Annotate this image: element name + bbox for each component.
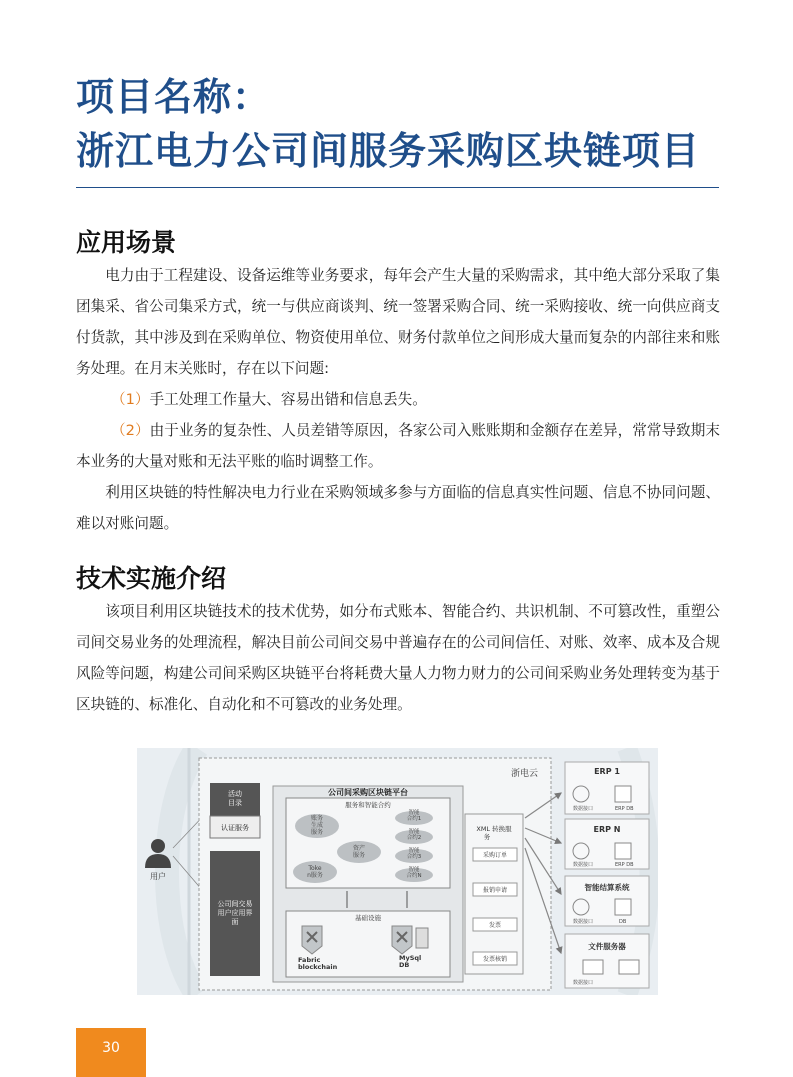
scenario-body — [76, 260, 720, 539]
platform-label: 公司间采购区块链平台 — [328, 788, 408, 797]
service-ledger-label: 账务生成服务 — [310, 815, 324, 836]
issue-text-1: 手工处理工作量大、容易出错和信息丢失。 — [149, 391, 427, 408]
auth-label: 认证服务 — [221, 824, 249, 832]
fileserver-port-label: 数据接口 — [573, 980, 594, 986]
erp1-port-label: 数据接口 — [573, 806, 594, 812]
contract-3-label: 智能合约3 — [406, 848, 422, 860]
erpn-port-label: 数据接口 — [573, 862, 594, 868]
title-line-1: 项目名称： — [76, 75, 272, 119]
issue-item-1 — [76, 384, 720, 415]
issue-item-2 — [76, 415, 720, 477]
issue-number-2: （2） — [111, 422, 150, 439]
settlement-label: 智能结算系统 — [584, 883, 630, 892]
xml-title: XML 转换服务 — [476, 825, 512, 841]
contract-1-label: 智能合约1 — [406, 810, 422, 822]
xml-item-4-label: 发票核销 — [482, 956, 508, 963]
contract-2-label: 智能合约2 — [406, 829, 422, 841]
scenario-intro: 电力由于工程建设、设备运维等业务要求，每年会产生大量的采购需求，其中绝大部分采取了集团集采、省公司集采方式，统一与供应商谈判、统一签署采购合同、统一采购接收、统一向供应商支付货款，其中涉及到在采购单位、物资使用单位、财务付款单位之间形成大量而复杂的内部往来和账务处理。在月末关账时，存在以下问题: — [76, 267, 720, 377]
xml-item-2-label: 报销申请 — [482, 887, 508, 894]
services-title: 服务和智能合约 — [345, 801, 391, 809]
erp1-label: ERP 1 — [594, 767, 620, 776]
page-number: 30 — [102, 1040, 120, 1056]
page-number-badge — [76, 1028, 146, 1077]
title-divider — [76, 187, 719, 188]
infra-title: 基础设施 — [355, 914, 381, 922]
title-line-2: 浙江电力公司间服务采购区块链项目 — [76, 129, 701, 173]
section-heading-scenario: 应用场景 — [76, 228, 177, 257]
implementation-body — [76, 596, 720, 720]
fileserver-label: 文件服务器 — [588, 942, 626, 951]
catalog-label: 活动目录 — [228, 790, 242, 807]
user-label: 用户 — [150, 872, 166, 881]
xml-item-3-label: 发票 — [488, 922, 502, 929]
xml-item-1-label: 采购订单 — [482, 852, 508, 859]
cloud-label: 浙电云 — [511, 769, 539, 779]
section-heading-implementation: 技术实施介绍 — [76, 564, 227, 593]
erp1-db-label: ERP DB — [615, 806, 634, 812]
service-token-label: Toke n服务 — [307, 865, 323, 879]
erpn-db-label: ERP DB — [615, 862, 634, 868]
settlement-db-label: DB — [619, 919, 627, 925]
erpn-label: ERP N — [593, 825, 621, 834]
decor-arc — [167, 748, 197, 995]
ui-label: 公司间交易用户应用界面 — [217, 900, 253, 926]
service-asset-label: 资产服务 — [352, 845, 366, 859]
infra-fabric-label: Fabric blockchain — [298, 956, 338, 971]
architecture-diagram — [137, 748, 658, 995]
implementation-text: 该项目利用区块链技术的技术优势，如分布式账本、智能合约、共识机制、不可篡改性，重塑公司间交易业务的处理流程，解决目前公司间交易中普遍存在的公司间信任、对账、效率、成本及合规风险等问题，构建公司间采购区块链平台将耗费大量人力物力财力的公司间采购业务处理转变为基于区块链的、标准化、自动化和不可篡改的业务处理。 — [76, 603, 720, 713]
settlement-port-label: 数据接口 — [573, 919, 594, 925]
issue-number-1: （1） — [111, 391, 150, 408]
infra-mysql-label: MySql DB — [399, 954, 422, 969]
contract-n-label: 智能合约N — [406, 867, 422, 879]
scenario-closing: 利用区块链的特性解决电力行业在采购领域多参与方面临的信息真实性问题、信息不协同问题、难以对账问题。 — [76, 484, 720, 532]
issue-text-2: 由于业务的复杂性、人员差错等原因，各家公司入账账期和金额存在差异，常常导致期末本业务的大量对账和无法平账的临时调整工作。 — [76, 422, 720, 470]
